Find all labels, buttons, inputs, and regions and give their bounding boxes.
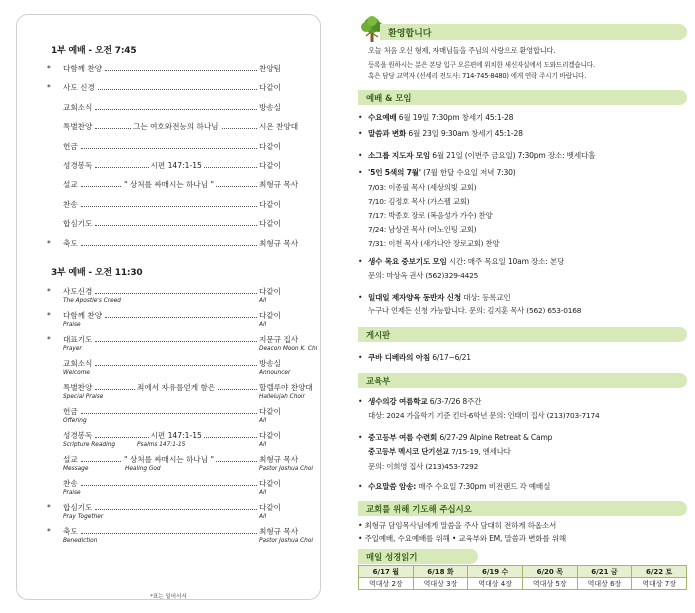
welcome-title: 환영합니다	[388, 29, 432, 39]
program-item-leader-en: Pastor Joshua Choi	[259, 466, 314, 472]
program-item-name: 사도신경	[63, 287, 93, 296]
service-1-title: 1부 예배 - 오전 7:45	[51, 46, 137, 56]
program-row	[47, 160, 309, 171]
bible-reading: 역대상 7장	[632, 578, 687, 590]
pray-line-1: • 최형규 담임목사님에게 말씀을 주사 담대히 전하게 하옵소서	[358, 521, 557, 530]
program-item-name-en: Special Praise	[63, 394, 104, 400]
mexico-mission-contact: 문의: 이희영 집사 (213)453-7292	[368, 462, 479, 471]
program-item-leader: 다같이	[259, 161, 282, 170]
program-item-leader: 다같이	[259, 407, 282, 416]
bible-date: 6/21 금	[577, 566, 632, 578]
standing-mark: *	[47, 311, 51, 320]
program-item-name: 설교	[63, 180, 78, 190]
program-item-leader: 다같이	[259, 141, 282, 151]
program-row	[47, 218, 309, 229]
education-section-bar	[358, 373, 687, 388]
education-section-title: 교육부	[366, 376, 391, 386]
bible-date: 6/20 목	[522, 566, 577, 578]
program-item-leader-en: All	[259, 322, 267, 328]
program-item-name-en: Welcome	[63, 370, 90, 376]
standing-mark: *	[47, 238, 51, 248]
program-row	[47, 286, 309, 297]
program-item-name-en: Message	[63, 466, 89, 472]
july-line-5: 7/31: 이천 목사 (새가나안 장로교회) 찬양	[368, 239, 500, 248]
dotted-leader	[95, 365, 257, 366]
board-section-title: 게시판	[366, 330, 391, 340]
program-row	[47, 454, 309, 465]
program-item-name: 다함께 찬양	[63, 64, 103, 73]
july-line-2: 7/10: 김정호 목사 (가스펠 교회)	[368, 197, 470, 206]
program-item-name: 성경봉독	[63, 431, 93, 440]
program-row-english	[63, 297, 325, 306]
program-item-name: 특별찬양	[63, 122, 93, 132]
bible-section-title: 매일 성경읽기	[366, 552, 418, 562]
program-item-leader: 방송실	[259, 359, 282, 368]
program-row-english	[63, 417, 325, 426]
program-row	[47, 238, 309, 249]
program-row	[47, 141, 309, 152]
dotted-leader	[81, 413, 257, 414]
prayer-meeting-item: • 생수 목요 중보기도 모임 시간: 매주 목요일 10am 장소: 본당	[358, 257, 565, 266]
program-item-name: 헌금	[63, 407, 78, 416]
program-item-name: 찬송	[63, 199, 78, 209]
bible-reading: 역대상 2장	[359, 578, 414, 590]
dotted-leader	[105, 70, 257, 71]
program-row	[47, 121, 309, 132]
program-row	[47, 310, 309, 321]
program-row	[47, 358, 309, 369]
bible-reading: 역대상 5장	[522, 578, 577, 590]
dotted-leader	[81, 533, 257, 534]
bible-reading: 역대상 6장	[577, 578, 632, 590]
program-row-english	[63, 465, 325, 474]
program-item-leader-en: All	[259, 490, 267, 496]
program-item-detail: 그는 여호와전능의 하나님	[133, 122, 219, 132]
program-row-english	[63, 369, 325, 378]
program-item-name: 축도	[63, 527, 78, 536]
july-line-1: 7/03: 이종필 목사 (세상의빛 교회)	[368, 183, 477, 192]
program-item-name-en: Benediction	[63, 538, 98, 544]
dotted-leader	[98, 89, 257, 90]
program-item-leader: 지문규 집사	[259, 335, 299, 344]
word-and-change-item: • 말씀과 변화 6월 23일 9:30am 창세기 45:1-28	[358, 129, 523, 138]
program-item-name-en: Offering	[63, 418, 87, 424]
program-item-detail: 시편 147:1-15	[150, 161, 202, 170]
program-item-name: 교회소식	[63, 102, 93, 112]
program-item-name: 특별찬양	[63, 383, 93, 392]
program-row	[47, 199, 309, 210]
program-item-name: 교회소식	[63, 359, 93, 368]
bible-date: 6/17 월	[359, 566, 414, 578]
program-item-leader-en: All	[259, 514, 267, 520]
program-item-leader: 다같이	[259, 287, 282, 296]
welcome-line-1: 오늘 처음 오신 형제, 자매님들을 주님의 사랑으로 환영합니다.	[368, 46, 556, 55]
pray-section-title: 교회를 위해 기도해 주십시오	[366, 504, 472, 514]
youth-retreat-item: • 중고등부 여름 수련회 6/27-29 Alpine Retreat & Camp	[358, 433, 553, 442]
discipleship-contact: 누구나 언제든 신청 가능합니다. 문의: 김지훈 목사 (562) 653-0168	[368, 306, 582, 315]
program-item-leader: 할렐루야 찬양대	[259, 383, 313, 392]
program-item-leader: 다같이	[259, 479, 282, 488]
cuba-item: • 쿠바 디베라의 아침 6/17~6/21	[358, 353, 471, 362]
dotted-leader	[81, 206, 257, 207]
program-item-leader: 시온 찬양대	[259, 122, 299, 132]
program-item-name: 합심기도	[63, 503, 93, 512]
program-item-name: 설교	[63, 455, 78, 464]
program-item-leader: 다같이	[259, 83, 282, 93]
standing-footnote: *표는 일어서서	[150, 594, 187, 600]
program-row-english	[63, 489, 325, 498]
program-row	[47, 502, 309, 513]
prayer-meeting-contact: 문의: 마상옥 권사 (562)329-4425	[368, 271, 479, 280]
service-3-title: 3부 예배 - 오전 11:30	[51, 268, 143, 278]
bible-date: 6/19 수	[468, 566, 523, 578]
standing-mark: *	[47, 527, 51, 536]
welcome-line-2: 등록을 원하시는 분은 본당 입구 오른편에 위치한 새신자실에서 도와드리겠습니다.	[368, 61, 595, 69]
discipleship-item: • 일대일 제자양육 동반자 신청 대상: 등록교인	[358, 293, 511, 302]
board-section-bar	[358, 327, 687, 342]
summer-school-item: • 생수의강 여름학교 6/3-7/26 8주간	[358, 397, 482, 406]
standing-mark: *	[47, 64, 51, 73]
program-row	[47, 526, 309, 537]
program-item-detail: 시편 147:1-15	[150, 431, 202, 440]
program-row-english	[63, 345, 325, 354]
bible-reading: 역대상 4장	[468, 578, 523, 590]
program-item-name-en: Praise	[63, 490, 81, 496]
dotted-leader	[81, 245, 257, 246]
dotted-leader	[95, 509, 257, 510]
program-item-leader-en: All	[259, 442, 267, 448]
dotted-leader	[81, 485, 257, 486]
small-group-leaders-item: • 소그룹 지도자 모임 6월 21일 (이번주 금요일) 7:30pm 장소: 벳세다홀	[358, 151, 596, 160]
standing-mark: *	[47, 503, 51, 512]
bible-reading: 역대상 3장	[413, 578, 468, 590]
july-five-item: • '5인 5색의 7월' (7월 한달 수요일 저녁 7:30)	[358, 168, 516, 177]
program-row	[47, 179, 309, 190]
program-item-name: 찬송	[63, 479, 78, 488]
dotted-leader	[81, 148, 257, 149]
program-item-leader: 다같이	[259, 431, 282, 440]
program-item-leader: 방송실	[259, 102, 282, 112]
dotted-leader	[95, 293, 257, 294]
mexico-mission-item: 중고등부 멕시코 단기선교 7/15-19, 엔세나다	[368, 447, 511, 456]
order-of-worship-card	[16, 14, 321, 600]
program-item-leader: 최형규 목사	[259, 455, 299, 464]
program-row	[47, 406, 309, 417]
program-item-detail-en: Healing God	[125, 466, 161, 472]
program-item-leader: 최형규 목사	[259, 527, 299, 536]
program-row-english	[63, 321, 325, 330]
program-row	[47, 478, 309, 489]
program-item-name-en: Praise	[63, 322, 81, 328]
program-item-detail: " 상처를 싸매시는 하나님 "	[124, 455, 214, 464]
worship-section-title: 예배 & 모임	[366, 93, 412, 103]
program-row-english	[63, 441, 325, 450]
program-item-name-en: Scripture Reading	[63, 442, 116, 448]
bible-date: 6/22 토	[632, 566, 687, 578]
program-item-leader-en: Deacon Moon K. Chi	[259, 346, 318, 352]
program-item-leader-en: Hallelujah Choir	[259, 394, 305, 400]
memory-verse-item: • 수요말씀 암송: 매주 수요일 7:30pm 비전랜드 각 예배실	[358, 482, 551, 491]
program-item-name-en: Pray Together	[63, 514, 104, 520]
program-row	[47, 382, 313, 393]
standing-mark: *	[47, 335, 51, 344]
program-item-name-en: The Apostle's Creed	[63, 298, 121, 304]
program-item-leader: 다같이	[259, 199, 282, 209]
program-item-leader-en: All	[259, 418, 267, 424]
program-item-name: 다함께 찬양	[63, 311, 103, 320]
program-item-name: 축도	[63, 238, 78, 248]
program-item-leader-en: Announcer	[259, 370, 291, 376]
july-line-4: 7/24: 남상권 목사 (어노인팅 교회)	[368, 225, 477, 234]
program-item-leader: 다같이	[259, 311, 282, 320]
program-row-english	[63, 393, 325, 402]
dotted-leader	[95, 225, 257, 226]
program-item-name: 대표기도	[63, 335, 93, 344]
program-item-detail-en: Psalms 147:1-15	[137, 442, 186, 448]
program-item-leader: 다같이	[259, 219, 282, 229]
program-row	[47, 63, 309, 74]
program-item-name: 사도 신경	[63, 83, 95, 93]
bible-reading-table	[358, 565, 687, 590]
wednesday-service-item: • 수요예배 6월 19일 7:30pm 창세기 45:1-28	[358, 113, 514, 122]
july-line-3: 7/17: 박종호 장로 (복음성가 가수) 찬양	[368, 211, 493, 220]
pray-line-2: • 주일예배, 수요예배를 위해 • 교육부와 EM, 말씀과 변화를 위해	[358, 534, 566, 543]
bible-date: 6/18 화	[413, 566, 468, 578]
summer-school-contact: 대상: 2024 가을학기 기준 킨더-6학년 문의: 인태미 집사 (213)703-7174	[368, 411, 600, 420]
program-item-name: 성경봉독	[63, 161, 93, 170]
program-row	[47, 82, 309, 93]
program-item-name: 합심기도	[63, 219, 93, 229]
program-item-leader-en: Pastor Joshua Choi	[259, 538, 314, 544]
program-row	[47, 334, 309, 345]
program-item-name: 헌금	[63, 141, 78, 151]
program-row	[47, 430, 309, 441]
program-item-leader: 다같이	[259, 503, 282, 512]
program-item-leader: 최형규 목사	[259, 238, 299, 248]
program-item-detail: " 상처를 싸매시는 하나님 "	[124, 180, 214, 190]
program-item-leader-en: All	[259, 298, 267, 304]
dotted-leader	[105, 317, 257, 318]
program-item-detail: 죄에서 자유를얻게 함은	[137, 383, 216, 392]
program-row	[47, 102, 309, 113]
program-row-english	[63, 537, 325, 546]
standing-mark: *	[47, 83, 51, 93]
dotted-leader	[95, 341, 257, 342]
program-item-leader: 최형규 목사	[259, 180, 299, 190]
standing-mark: *	[47, 287, 51, 296]
dotted-leader	[95, 109, 257, 110]
program-item-name-en: Prayer	[63, 346, 82, 352]
welcome-line-3: 혹은 담당 교역자 (선세리 전도사: 714-745-8480) 에게 연락 주시기 바랍니다.	[368, 72, 587, 80]
program-item-leader: 찬양팀	[259, 64, 282, 73]
program-row-english	[63, 513, 325, 522]
